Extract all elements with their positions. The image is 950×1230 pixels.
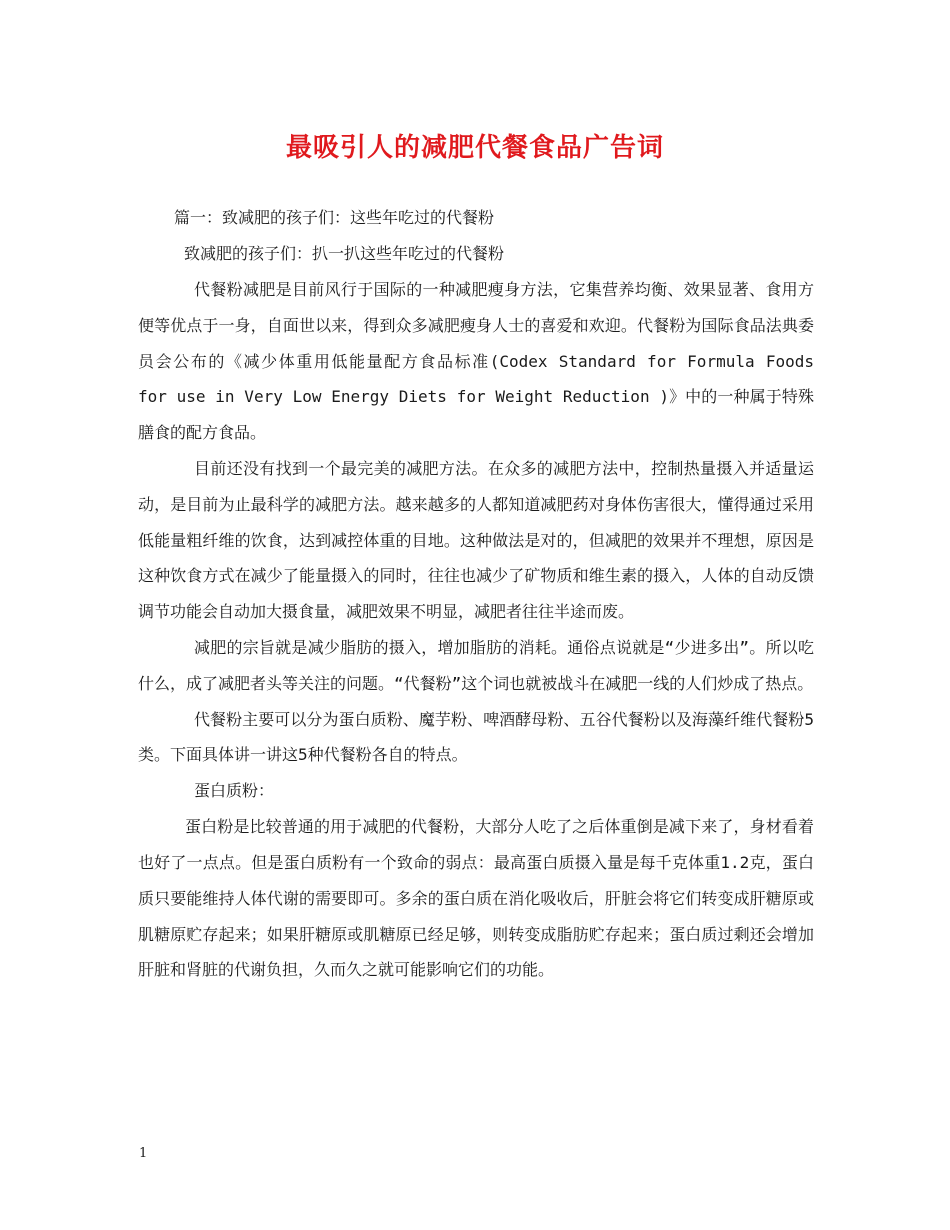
paragraph-3: 减肥的宗旨就是减少脂肪的摄入，增加脂肪的消耗。通俗点说就是“少进多出”。所以吃什么，成了减肥者头等关注的问题。“代餐粉”这个词也就被战斗在减肥一线的人们炒成了热点。 (138, 637, 814, 693)
page-number: 1 (139, 1146, 148, 1161)
section-paragraph: 蛋白粉是比较普通的用于减肥的代餐粉，大部分人吃了之后体重倒是减下来了，身材看着也好了一点点。但是蛋白质粉有一个致命的弱点：最高蛋白质摄入量是每千克体重1.2克，蛋白质只要能维持人体代谢的需要即可。多余的蛋白质在消化吸收后，肝脏会将它们转变成肝糖原或肌糖原贮存起来；如果肝糖原或肌糖原已经足够，则转变成脂肪贮存起来；蛋白质过剩还会增加肝脏和肾脏的代谢负担，久而久之就可能影响它们的功能。 (138, 817, 814, 980)
document-title: 最吸引人的减肥代餐食品广告词 (285, 133, 664, 163)
paragraph-2: 目前还没有找到一个最完美的减肥方法。在众多的减肥方法中，控制热量摄入并适量运动，是目前为止最科学的减肥方法。越来越多的人都知道减肥药对身体伤害很大，懂得通过采用低能量粗纤维的饮食，达到减控体重的目地。这种做法是对的，但减肥的效果并不理想，原因是这种饮食方式在减少了能量摄入的同时，往往也减少了矿物质和维生素的摄入，人体的自动反馈调节功能会自动加大摄食量，减肥效果不明显，减肥者往往半途而废。 (138, 458, 814, 622)
document-body (138, 200, 814, 988)
paragraph-1: 代餐粉减肥是目前风行于国际的一种减肥瘦身方法，它集营养均衡、效果显著、食用方便等优点于一身，自面世以来，得到众多减肥瘦身人士的喜爱和欢迎。代餐粉为国际食品法典委员会公布的《减少体重用低能量配方食品标准(Codex Standard for Formula Foods for use in Very Low Energy Diets for Weight Reduction )》中的一种属于特殊膳食的配方食品。 (138, 280, 814, 443)
paragraph-4: 代餐粉主要可以分为蛋白质粉、魔芋粉、啤酒酵母粉、五谷代餐粉以及海藻纤维代餐粉5类。下面具体讲一讲这5种代餐粉各自的特点。 (138, 709, 814, 765)
chapter-heading: 篇一：致减肥的孩子们：这些年吃过的代餐粉 (174, 208, 495, 227)
subheading: 致减肥的孩子们：扒一扒这些年吃过的代餐粉 (184, 244, 505, 263)
section-heading: 蛋白质粉： (194, 781, 275, 801)
